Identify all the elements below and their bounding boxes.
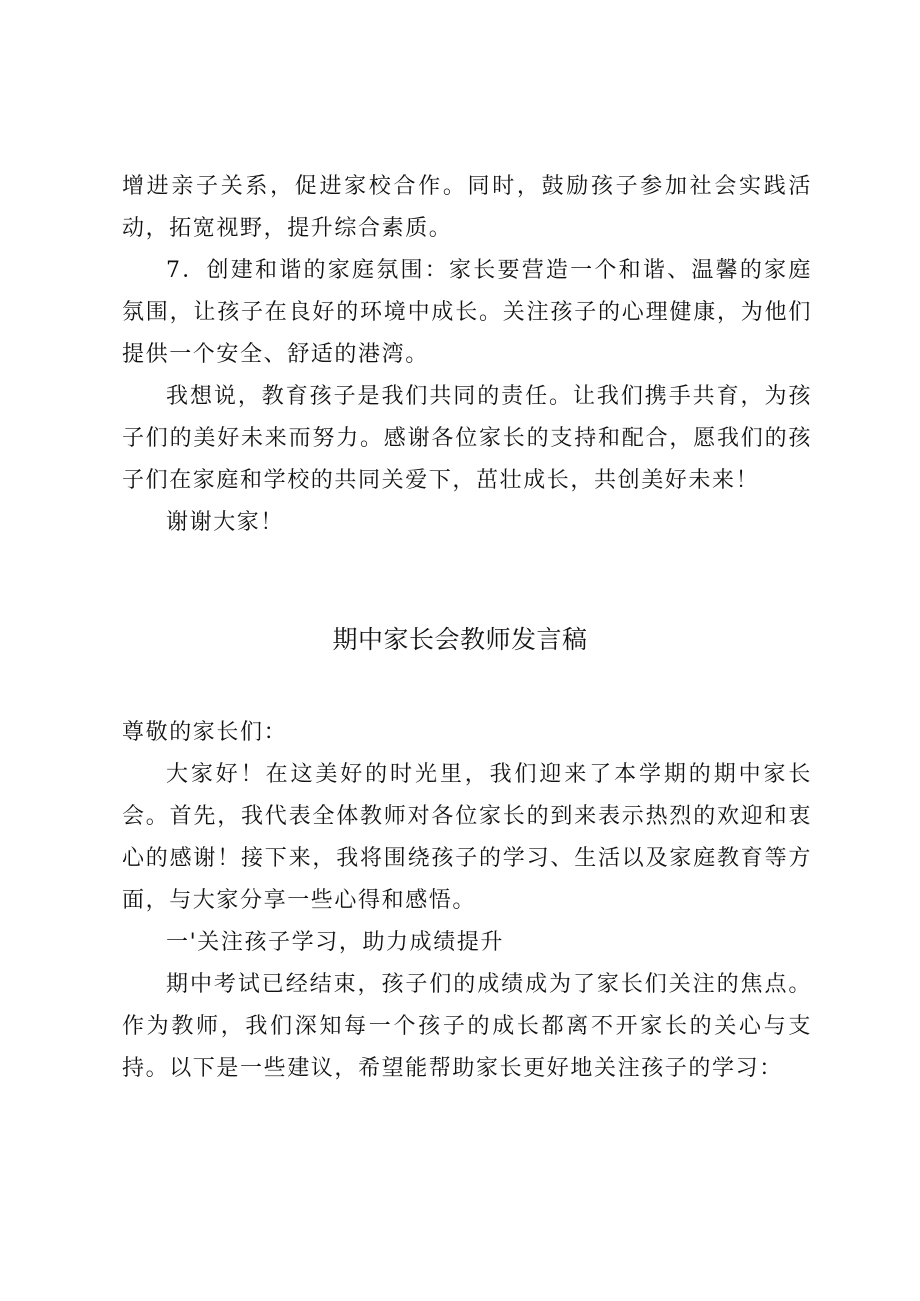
paragraph-continuation: 增进亲子关系，促进家校合作。同时，鼓励孩子参加社会实践活动，拓宽视野，提升综合素质。 <box>122 174 812 241</box>
paragraph-greeting: 大家好！在这美好的时光里，我们迎来了本学期的期中家长会。首先，我代表全体教师对各位家长的到来表示热烈的欢迎和衷心的感谢！接下来，我将围绕孩子的学习、生活以及家庭教育等方面，与大家分享一些心得和感悟。 <box>122 762 812 913</box>
paragraph-closing: 我想说，教育孩子是我们共同的责任。让我们携手共育，为孩子们的美好未来而努力。感谢各位家长的支持和配合，愿我们的孩子们在家庭和学校的共同关爱下，茁壮成长，共创美好未来！ <box>122 384 812 493</box>
paragraph-exam: 期中考试已经结束，孩子们的成绩成为了家长们关注的焦点。作为教师，我们深知每一个孩子的成长都离不开家长的关心与支持。以下是一些建议，希望能帮助家长更好地关注孩子的学习： <box>122 972 812 1081</box>
document-title: 期中家长会教师发言稿 <box>332 625 588 654</box>
salutation: 尊敬的家长们： <box>122 720 288 745</box>
paragraph-thanks: 谢谢大家！ <box>166 510 285 535</box>
paragraph-point-7: 7．创建和谐的家庭氛围：家长要营造一个和谐、温馨的家庭氛围，让孩子在良好的环境中成长。关注孩子的心理健康，为他们提供一个安全、舒适的港湾。 <box>122 258 812 367</box>
section-heading-1: 一'关注孩子学习，助力成绩提升 <box>166 930 505 955</box>
